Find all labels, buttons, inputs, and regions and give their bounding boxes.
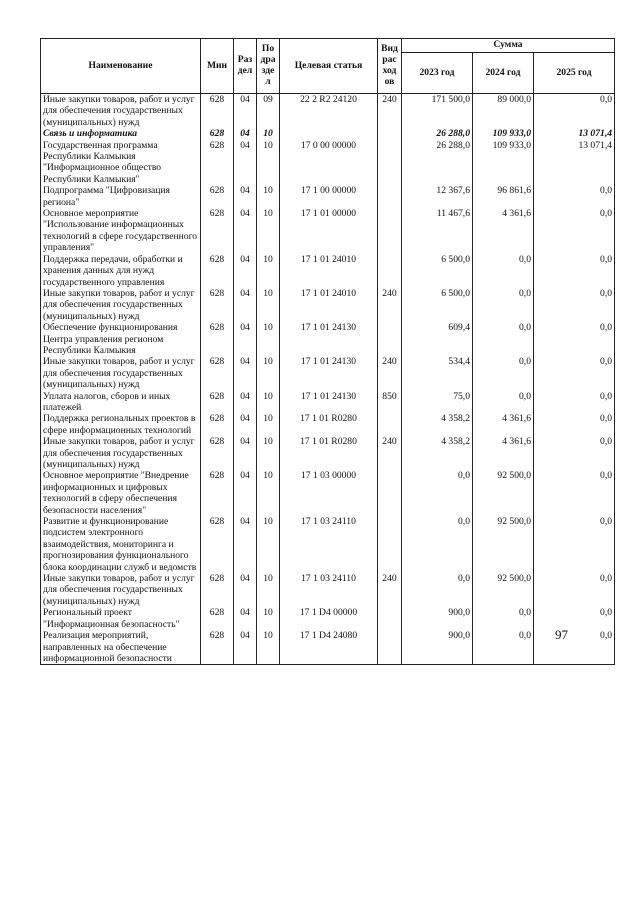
cell-vid	[378, 470, 402, 516]
cell-target: 17 1 01 24130	[280, 356, 378, 390]
cell-min: 628	[201, 208, 234, 254]
table-row	[41, 140, 615, 186]
table-row	[41, 185, 615, 208]
cell-target: 17 1 03 00000	[280, 470, 378, 516]
header-2024: 2024 год	[473, 53, 534, 94]
header-min: Мин	[201, 39, 234, 94]
cell-2025: 0,0	[534, 630, 615, 665]
header-podrazdel: По дра зде л	[257, 39, 280, 94]
table-row	[41, 573, 615, 607]
cell-podrazdel: 10	[257, 140, 280, 186]
cell-name: Развитие и функционирование подсистем электронного взаимодействия, мониторинга и прогнозирования функционального блока координации служб и ведомств	[41, 516, 201, 573]
cell-2024: 109 933,0	[473, 140, 534, 186]
cell-podrazdel: 10	[257, 413, 280, 436]
table-row	[41, 436, 615, 470]
cell-podrazdel: 10	[257, 254, 280, 288]
cell-target: 17 1 01 00000	[280, 208, 378, 254]
cell-min: 628	[201, 413, 234, 436]
cell-2023: 4 358,2	[402, 413, 473, 436]
table-row	[41, 356, 615, 390]
table-row	[41, 516, 615, 573]
cell-razdel: 04	[234, 470, 257, 516]
cell-podrazdel: 10	[257, 322, 280, 356]
cell-vid: 240	[378, 288, 402, 322]
cell-2025: 0,0	[534, 413, 615, 436]
cell-min: 628	[201, 254, 234, 288]
cell-target: 17 1 03 24110	[280, 516, 378, 573]
header-2025: 2025 год	[534, 53, 615, 94]
header-name: Наименование	[41, 39, 201, 94]
cell-2023: 900,0	[402, 630, 473, 665]
cell-razdel: 04	[234, 607, 257, 630]
cell-razdel: 04	[234, 128, 257, 139]
cell-target: 17 1 00 00000	[280, 185, 378, 208]
cell-2023: 0,0	[402, 573, 473, 607]
table-row	[41, 208, 615, 254]
table-row	[41, 391, 615, 414]
cell-2025: 0,0	[534, 185, 615, 208]
cell-min: 628	[201, 322, 234, 356]
cell-name: Иные закупки товаров, работ и услуг для обеспечения государственных (муниципальных) нужд	[41, 288, 201, 322]
cell-2025: 0,0	[534, 470, 615, 516]
cell-razdel: 04	[234, 94, 257, 129]
table-row	[41, 288, 615, 322]
cell-2025: 0,0	[534, 516, 615, 573]
cell-min: 628	[201, 288, 234, 322]
cell-vid	[378, 413, 402, 436]
cell-2024: 92 500,0	[473, 516, 534, 573]
cell-2024: 0,0	[473, 607, 534, 630]
cell-2023: 6 500,0	[402, 288, 473, 322]
cell-2024: 96 861,6	[473, 185, 534, 208]
cell-target: 17 1 D4 24080	[280, 630, 378, 665]
cell-target: 17 0 00 00000	[280, 140, 378, 186]
cell-2025: 0,0	[534, 573, 615, 607]
cell-2024: 4 361,6	[473, 208, 534, 254]
table-row	[41, 322, 615, 356]
cell-2024: 0,0	[473, 254, 534, 288]
table-row	[41, 254, 615, 288]
cell-name: Поддержка передачи, обработки и хранения данных для нужд государственного управления	[41, 254, 201, 288]
cell-vid	[378, 607, 402, 630]
budget-table	[40, 38, 615, 665]
cell-razdel: 04	[234, 516, 257, 573]
cell-razdel: 04	[234, 288, 257, 322]
cell-2023: 12 367,6	[402, 185, 473, 208]
cell-min: 628	[201, 185, 234, 208]
cell-name: Уплата налогов, сборов и иных платежей	[41, 391, 201, 414]
cell-min: 628	[201, 573, 234, 607]
cell-podrazdel: 09	[257, 94, 280, 129]
cell-target: 17 1 01 24130	[280, 391, 378, 414]
cell-vid	[378, 322, 402, 356]
cell-target: 17 1 01 24130	[280, 322, 378, 356]
cell-name: Обеспечение функционирования Центра управления регионом Республики Калмыкия	[41, 322, 201, 356]
cell-min: 628	[201, 436, 234, 470]
cell-min: 628	[201, 94, 234, 129]
cell-podrazdel: 10	[257, 128, 280, 139]
cell-razdel: 04	[234, 185, 257, 208]
cell-podrazdel: 10	[257, 516, 280, 573]
cell-2023: 171 500,0	[402, 94, 473, 129]
cell-min: 628	[201, 140, 234, 186]
cell-target: 17 1 01 24010	[280, 254, 378, 288]
cell-razdel: 04	[234, 436, 257, 470]
cell-2023: 26 288,0	[402, 140, 473, 186]
cell-vid: 240	[378, 436, 402, 470]
page-number: 97	[555, 627, 568, 643]
cell-2023: 6 500,0	[402, 254, 473, 288]
cell-2024: 92 500,0	[473, 573, 534, 607]
cell-2024: 0,0	[473, 391, 534, 414]
cell-2023: 11 467,6	[402, 208, 473, 254]
cell-min: 628	[201, 128, 234, 139]
cell-2025: 0,0	[534, 607, 615, 630]
cell-2025: 13 071,4	[534, 140, 615, 186]
header-2023: 2023 год	[402, 53, 473, 94]
cell-2023: 900,0	[402, 607, 473, 630]
table-row	[41, 470, 615, 516]
cell-name: Иные закупки товаров, работ и услуг для обеспечения государственных (муниципальных) нужд	[41, 573, 201, 607]
cell-min: 628	[201, 391, 234, 414]
cell-vid: 850	[378, 391, 402, 414]
cell-2025: 0,0	[534, 322, 615, 356]
cell-2025: 0,0	[534, 356, 615, 390]
cell-podrazdel: 10	[257, 288, 280, 322]
cell-podrazdel: 10	[257, 607, 280, 630]
cell-vid	[378, 128, 402, 139]
document-page	[40, 38, 614, 665]
cell-2024: 0,0	[473, 322, 534, 356]
cell-name: Иные закупки товаров, работ и услуг для обеспечения государственных (муниципальных) нужд	[41, 356, 201, 390]
cell-podrazdel: 10	[257, 391, 280, 414]
cell-2024: 0,0	[473, 630, 534, 665]
cell-razdel: 04	[234, 391, 257, 414]
cell-2024: 89 000,0	[473, 94, 534, 129]
cell-vid: 240	[378, 573, 402, 607]
cell-razdel: 04	[234, 573, 257, 607]
cell-2024: 0,0	[473, 356, 534, 390]
header-target: Целевая статья	[280, 39, 378, 94]
cell-name: Иные закупки товаров, работ и услуг для обеспечения государственных (муниципальных) нужд	[41, 94, 201, 129]
cell-target: 17 1 01 R0280	[280, 436, 378, 470]
cell-name: Основное мероприятие "Использование информационных технологий в сфере государственного управления"	[41, 208, 201, 254]
cell-razdel: 04	[234, 254, 257, 288]
cell-2025: 0,0	[534, 391, 615, 414]
cell-2023: 534,4	[402, 356, 473, 390]
table-row	[41, 630, 615, 665]
cell-2023: 0,0	[402, 516, 473, 573]
table-header	[41, 39, 615, 94]
cell-name: Реализация мероприятий, направленных на обеспечение информационной безопасности	[41, 630, 201, 665]
cell-2023: 26 288,0	[402, 128, 473, 139]
cell-2024: 92 500,0	[473, 470, 534, 516]
cell-vid: 240	[378, 356, 402, 390]
cell-min: 628	[201, 607, 234, 630]
cell-target: 17 1 01 24010	[280, 288, 378, 322]
cell-2025: 0,0	[534, 208, 615, 254]
cell-2025: 0,0	[534, 94, 615, 129]
cell-razdel: 04	[234, 140, 257, 186]
header-razdel: Раз дел	[234, 39, 257, 94]
cell-target: 22 2 R2 24120	[280, 94, 378, 129]
cell-vid: 240	[378, 94, 402, 129]
cell-podrazdel: 10	[257, 436, 280, 470]
cell-name: Основное мероприятие "Внедрение информационных и цифровых технологий в сферу обеспечения безопасности населения"	[41, 470, 201, 516]
cell-razdel: 04	[234, 322, 257, 356]
cell-podrazdel: 10	[257, 573, 280, 607]
cell-2025: 0,0	[534, 288, 615, 322]
cell-2023: 609,4	[402, 322, 473, 356]
header-vid: Вид рас ход ов	[378, 39, 402, 94]
cell-name: Связь и информатика	[41, 128, 201, 139]
cell-podrazdel: 10	[257, 470, 280, 516]
cell-name: Иные закупки товаров, работ и услуг для обеспечения государственных (муниципальных) нужд	[41, 436, 201, 470]
cell-2025: 13 071,4	[534, 128, 615, 139]
cell-name: Государственная программа Республики Калмыкия "Информационное общество Республики Калмыкия"	[41, 140, 201, 186]
cell-name: Поддержка региональных проектов в сфере информационных технологий	[41, 413, 201, 436]
cell-2023: 75,0	[402, 391, 473, 414]
cell-min: 628	[201, 470, 234, 516]
cell-vid	[378, 630, 402, 665]
cell-podrazdel: 10	[257, 185, 280, 208]
cell-2024: 4 361,6	[473, 436, 534, 470]
cell-podrazdel: 10	[257, 208, 280, 254]
table-row	[41, 94, 615, 129]
table-row	[41, 128, 615, 139]
cell-name: Подпрограмма "Цифровизация региона"	[41, 185, 201, 208]
cell-2024: 109 933,0	[473, 128, 534, 139]
cell-podrazdel: 10	[257, 356, 280, 390]
cell-2023: 4 358,2	[402, 436, 473, 470]
cell-target	[280, 128, 378, 139]
cell-target: 17 1 D4 00000	[280, 607, 378, 630]
cell-razdel: 04	[234, 356, 257, 390]
cell-vid	[378, 185, 402, 208]
cell-vid	[378, 254, 402, 288]
cell-razdel: 04	[234, 630, 257, 665]
cell-vid	[378, 516, 402, 573]
table-row	[41, 413, 615, 436]
cell-vid	[378, 208, 402, 254]
cell-target: 17 1 03 24110	[280, 573, 378, 607]
cell-min: 628	[201, 516, 234, 573]
cell-razdel: 04	[234, 413, 257, 436]
cell-vid	[378, 140, 402, 186]
cell-2025: 0,0	[534, 254, 615, 288]
cell-podrazdel: 10	[257, 630, 280, 665]
cell-2025: 0,0	[534, 436, 615, 470]
table-body	[41, 94, 615, 665]
cell-target: 17 1 01 R0280	[280, 413, 378, 436]
cell-name: Региональный проект "Информационная безопасность"	[41, 607, 201, 630]
cell-2024: 0,0	[473, 288, 534, 322]
header-sum: Сумма	[402, 39, 615, 53]
cell-2023: 0,0	[402, 470, 473, 516]
cell-min: 628	[201, 356, 234, 390]
cell-razdel: 04	[234, 208, 257, 254]
cell-2024: 4 361,6	[473, 413, 534, 436]
table-row	[41, 607, 615, 630]
cell-min: 628	[201, 630, 234, 665]
